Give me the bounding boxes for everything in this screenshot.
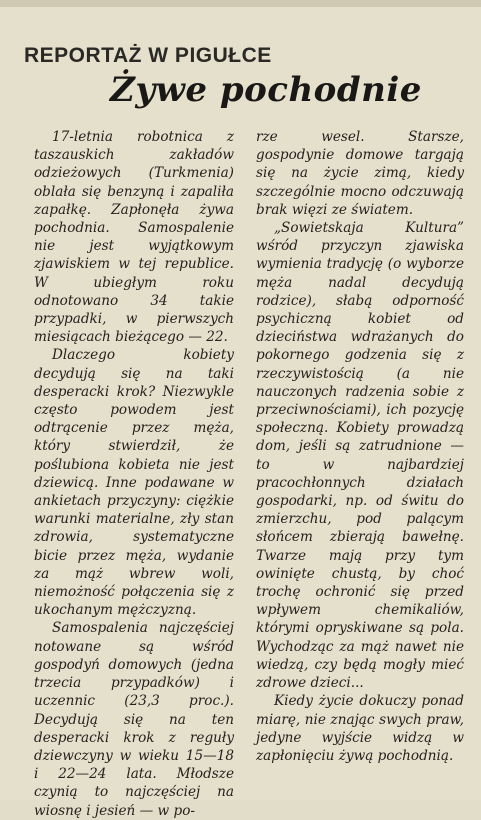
top-edge — [0, 0, 481, 7]
article-title: Żywe pochodnie — [110, 70, 422, 110]
paragraph: rze wesel. Starsze, gospodynie domowe targają się na życie zimą, kiedy szczególnie mocno odczuwają brak więzi ze światem. — [256, 129, 464, 218]
paragraph: 17-letnia robotnica z taszauskich zakładów odzieżowych (Turkmenia) oblała się benzyną i zapaliła zapałkę. Zapłonęła żywa pochodnia. Samospalenie nie jest wyjątkowym zjawiskiem w tej republice. W ubiegłym roku odnotowano 34 takie przypadki, w pierwszych miesiącach bieżącego — 22. — [34, 129, 234, 346]
section-label: REPORTAŻ W PIGUŁCE — [24, 44, 272, 67]
column-gutter — [245, 128, 246, 788]
paragraph: Samospalenia najczęściej notowane są wśród gospodyń domowych (jedna trzecia przypadków) i uczennic (23,3 proc.). Decydują się na ten desperacki krok z reguły dziewczyny w wieku 15—18 i 22—24 lata. Młodsze czynią to najczęściej na wiosnę i jesień — w po- — [34, 620, 234, 819]
paragraph: Kiedy życie dokuczy ponad miarę, nie znając swych praw, jedyne wyjście widzą w zapłonięciu żywą pochodnią. — [256, 693, 464, 764]
article-column-left — [34, 128, 234, 820]
paragraph: Dlaczego kobiety decydują się na taki desperacki krok? Niezwykle często powodem jest odtrącenie przez męża, który stwierdził, że poślubiona kobieta nie jest dziewicą. Inne podawane w ankietach przyczyny: ciężkie warunki materialne, zły stan zdrowia, systematyczne bicie przez męża, wydanie za mąż wbrew woli, niemożność połączenia się z ukochanym mężczyzną. — [34, 347, 234, 619]
paragraph: „Sowietskaja Kultura” wśród przyczyn zjawiska wymienia tradycję (o wyborze męża nadal decydują rodzice), słabą odporność psychiczną kobiet od dzieciństwa wdrażanych do pokornego godzenia się z rzeczywistością (a nie nauczonych radzenia sobie z przeciwnościami), ich pozycję społeczną. Kobiety prowadzą dom, jeśli są zatrudnione — to w najbardziej pracochłonnych działach gospodarki, np. od świtu do zmierzchu, pod palącym słońcem zbierają bawełnę. Twarze mają przy tym owinięte chustą, by choć trochę ochronić się przed wpływem chemikaliów, którymi opryskiwane są pola. Wychodząc za mąż nawet nie wiedzą, czy będą mogły mieć zdrowe dzieci... — [256, 220, 464, 692]
article-column-right — [256, 128, 464, 765]
